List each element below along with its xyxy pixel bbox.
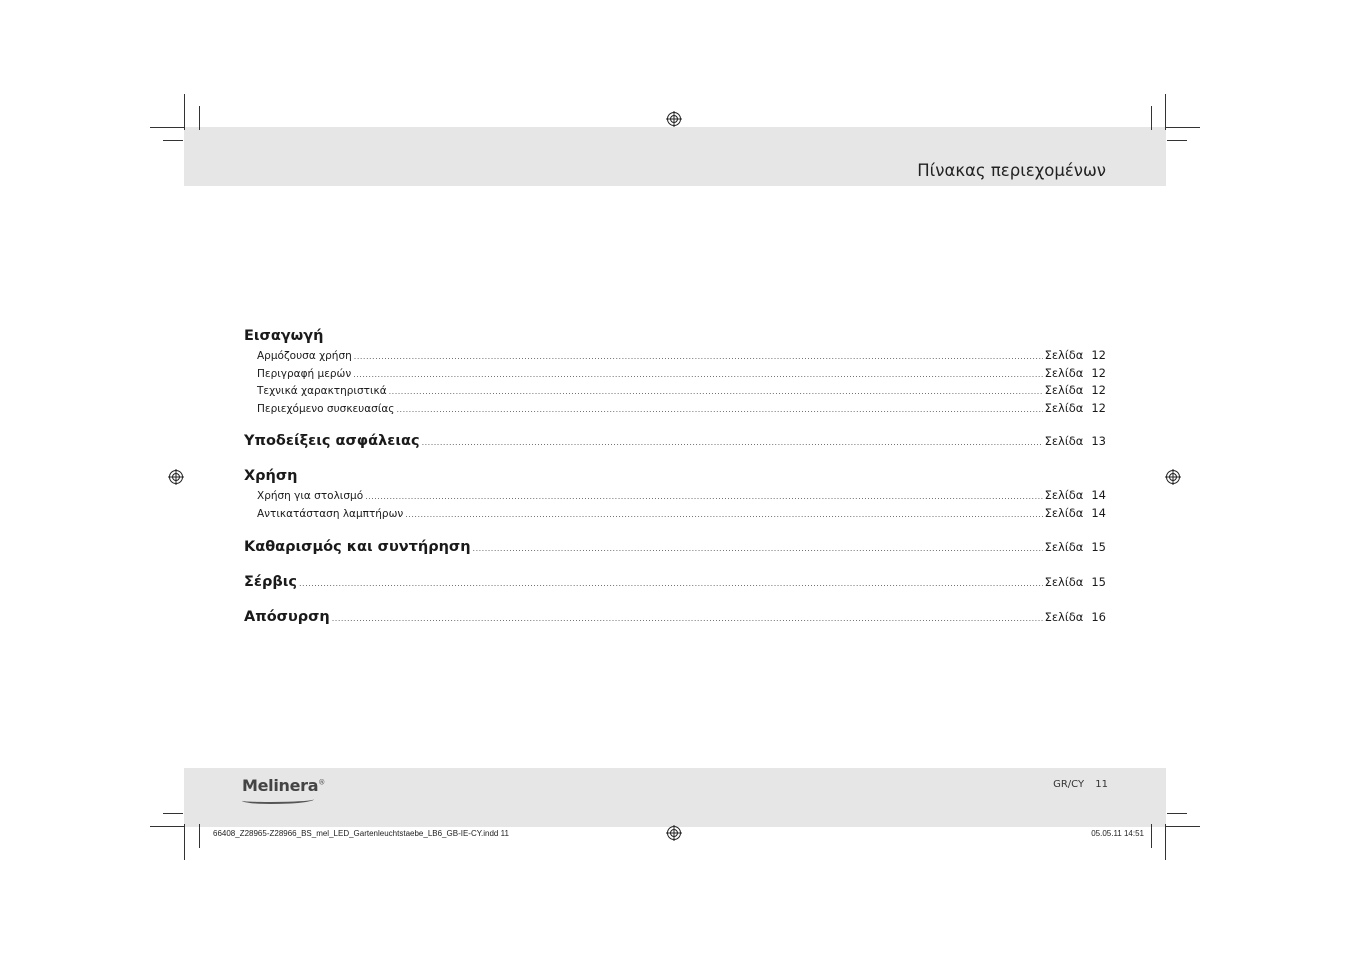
dot-leader <box>405 506 1042 524</box>
toc-page-ref: Σελίδα 14 <box>1044 505 1106 520</box>
toc-entry[interactable] <box>244 400 1106 418</box>
crop-mark <box>1167 140 1187 141</box>
toc-heading-label: Καθαρισμός και συντήρηση <box>244 538 471 555</box>
dot-leader <box>332 608 1043 629</box>
crop-mark <box>199 824 200 848</box>
dot-leader <box>353 366 1042 384</box>
toc-page-ref: Σελίδα 16 <box>1044 609 1106 624</box>
toc-heading[interactable] <box>244 326 1106 347</box>
footer-band <box>184 768 1166 827</box>
toc-entry-label: Χρήση για στολισμό <box>257 490 364 503</box>
toc-entry-label: Περιεχόμενο συσκευασίας <box>257 402 395 415</box>
header-band <box>184 127 1166 186</box>
toc-heading-service[interactable] <box>244 572 1106 593</box>
crop-mark <box>1167 813 1187 814</box>
crop-mark <box>1166 127 1200 128</box>
print-slug-date: 05.05.11 14:51 <box>1091 829 1144 838</box>
toc-entry[interactable] <box>244 365 1106 383</box>
toc-heading-label: Χρήση <box>244 468 298 485</box>
toc-section-use <box>244 466 1106 522</box>
dot-leader <box>422 432 1043 453</box>
toc-page-ref: Σελίδα 15 <box>1044 574 1106 589</box>
toc-page-ref: Σελίδα 12 <box>1044 383 1106 398</box>
footer-page-number: GR/CY 11 <box>1053 779 1108 790</box>
dot-leader <box>299 573 1043 594</box>
crop-mark <box>1165 94 1166 130</box>
registration-mark-icon <box>168 469 184 485</box>
toc-heading-safety[interactable] <box>244 431 1106 452</box>
toc-entry-label: Τεχνικά χαρακτηριστικά <box>257 385 387 398</box>
toc-page-ref: Σελίδα 12 <box>1044 400 1106 415</box>
dot-leader <box>354 348 1043 366</box>
toc-entry-label: Αντικατάσταση λαμπτήρων <box>257 507 404 520</box>
toc-heading-disposal[interactable] <box>244 607 1106 628</box>
brand-logo: Melinera® <box>242 776 325 795</box>
toc-entry[interactable] <box>244 347 1106 365</box>
dot-leader <box>396 401 1042 419</box>
crop-mark <box>199 106 200 130</box>
dot-leader <box>473 538 1043 559</box>
toc-entry[interactable] <box>244 487 1106 505</box>
crop-mark <box>163 813 183 814</box>
registration-mark-icon <box>666 111 682 127</box>
toc-heading-cleaning[interactable] <box>244 537 1106 558</box>
dot-leader <box>365 488 1042 506</box>
crop-mark <box>1151 824 1152 848</box>
registration-mark-icon <box>1165 469 1181 485</box>
toc-heading-label: Υποδείξεις ασφάλειας <box>244 433 420 450</box>
crop-mark <box>1151 106 1152 130</box>
page-title: Πίνακας περιεχομένων <box>917 161 1106 180</box>
crop-mark <box>1165 824 1166 860</box>
toc-heading-label: Απόσυρση <box>244 608 330 625</box>
toc-section-introduction <box>244 326 1106 417</box>
crop-mark <box>150 826 184 827</box>
toc-page-ref: Σελίδα 14 <box>1044 488 1106 503</box>
toc-heading-label: Σέρβις <box>244 573 297 590</box>
toc-page-ref: Σελίδα 12 <box>1044 365 1106 380</box>
toc-entry-label: Αρμόζουσα χρήση <box>257 350 352 362</box>
crop-mark <box>1166 826 1200 827</box>
toc-page-ref: Σελίδα 13 <box>1044 434 1106 449</box>
toc-entry-label: Περιγραφή μερών <box>257 367 352 380</box>
crop-mark <box>184 824 185 860</box>
toc-heading[interactable] <box>244 466 1106 487</box>
crop-mark <box>150 127 184 128</box>
table-of-contents <box>244 326 1106 628</box>
toc-page-ref: Σελίδα 12 <box>1044 348 1106 362</box>
toc-heading-label: Εισαγωγή <box>244 328 324 344</box>
dot-leader <box>389 383 1043 401</box>
crop-mark <box>184 94 185 130</box>
toc-entry[interactable] <box>244 382 1106 400</box>
registration-mark-icon <box>666 825 682 841</box>
crop-mark <box>163 140 183 141</box>
toc-entry[interactable] <box>244 505 1106 523</box>
print-slug-file: 66408_Z28965-Z28966_BS_mel_LED_Gartenleuchtstaebe_LB6_GB-IE-CY.indd 11 <box>213 829 509 838</box>
logo-swoosh-icon <box>242 796 314 804</box>
toc-page-ref: Σελίδα 15 <box>1044 539 1106 554</box>
